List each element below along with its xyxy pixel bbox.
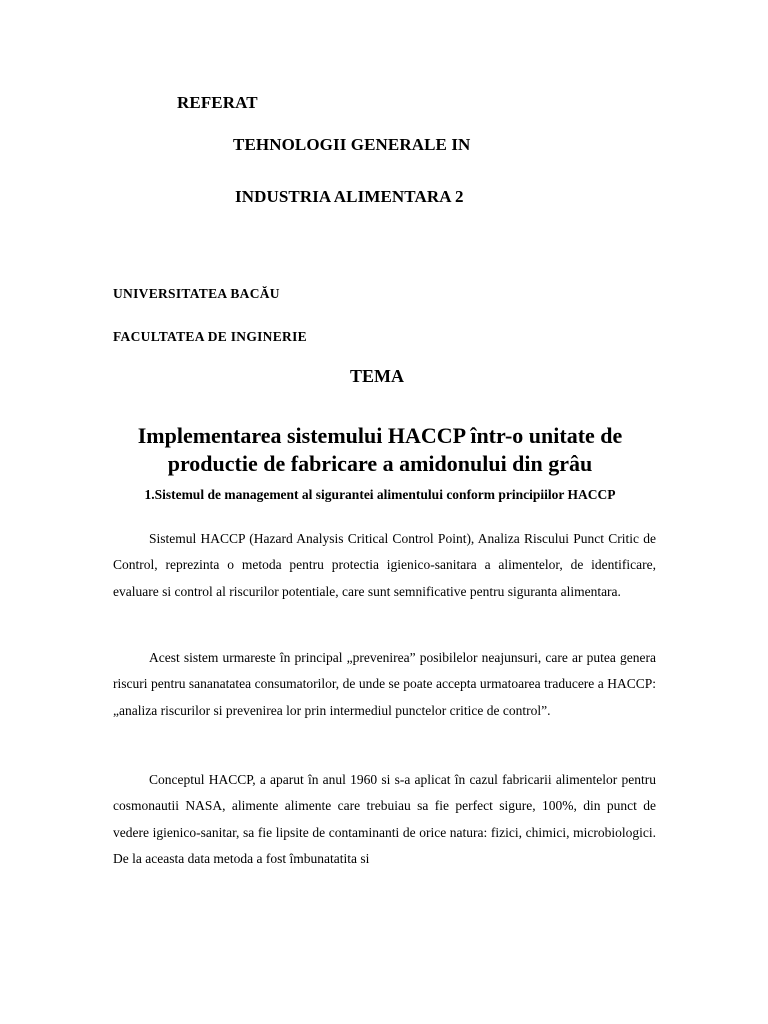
topic-title: Implementarea sistemului HACCP într-o unitate de productie de fabricare a amidonului din grâu — [137, 423, 623, 476]
paragraph-2: Acest sistem urmareste în principal „prevenirea” posibilelor neajunsuri, care ar putea genera riscuri pentru sananatatea consumatorilor, de unde se poate accepta urmatoarea traducere a HACCP: „analiza riscurilor si prevenirea lor prin intermediul punctelor critice de control”. — [113, 649, 656, 718]
referat-heading: REFERAT — [177, 93, 258, 112]
paragraph-3: Conceptul HACCP, a aparut în anul 1960 si s-a aplicat în cazul fabricarii alimentelor pentru cosmonautii NASA, alimente alimente care trebuiau sa fie perfect sigure, 100%, din punct de vedere igienico-sanitar, sa fie lipsite de contaminanti de orice natura: fizici, chimici, microbiologici. De la aceasta data metoda a fost îmbunatatita si — [113, 771, 656, 866]
course-title-line2: INDUSTRIA ALIMENTARA 2 — [235, 187, 464, 206]
university-name: UNIVERSITATEA BACĂU — [113, 286, 280, 301]
paragraph-1: Sistemul HACCP (Hazard Analysis Critical Control Point), Analiza Riscului Punct Critic de Control, reprezinta o metoda pentru protectia igienico-sanitara a alimentelor, de identificare, evaluare si control al riscurilor potentiale, care sunt semnificative pentru siguranta alimentara. — [113, 530, 656, 599]
section-title: 1.Sistemul de management al sigurantei alimentului conform principiilor HACCP — [144, 486, 616, 502]
faculty-name: FACULTATEA DE INGINERIE — [113, 329, 307, 344]
course-title-line1: TEHNOLOGII GENERALE IN — [233, 135, 471, 154]
topic-label: TEMA — [350, 366, 404, 386]
